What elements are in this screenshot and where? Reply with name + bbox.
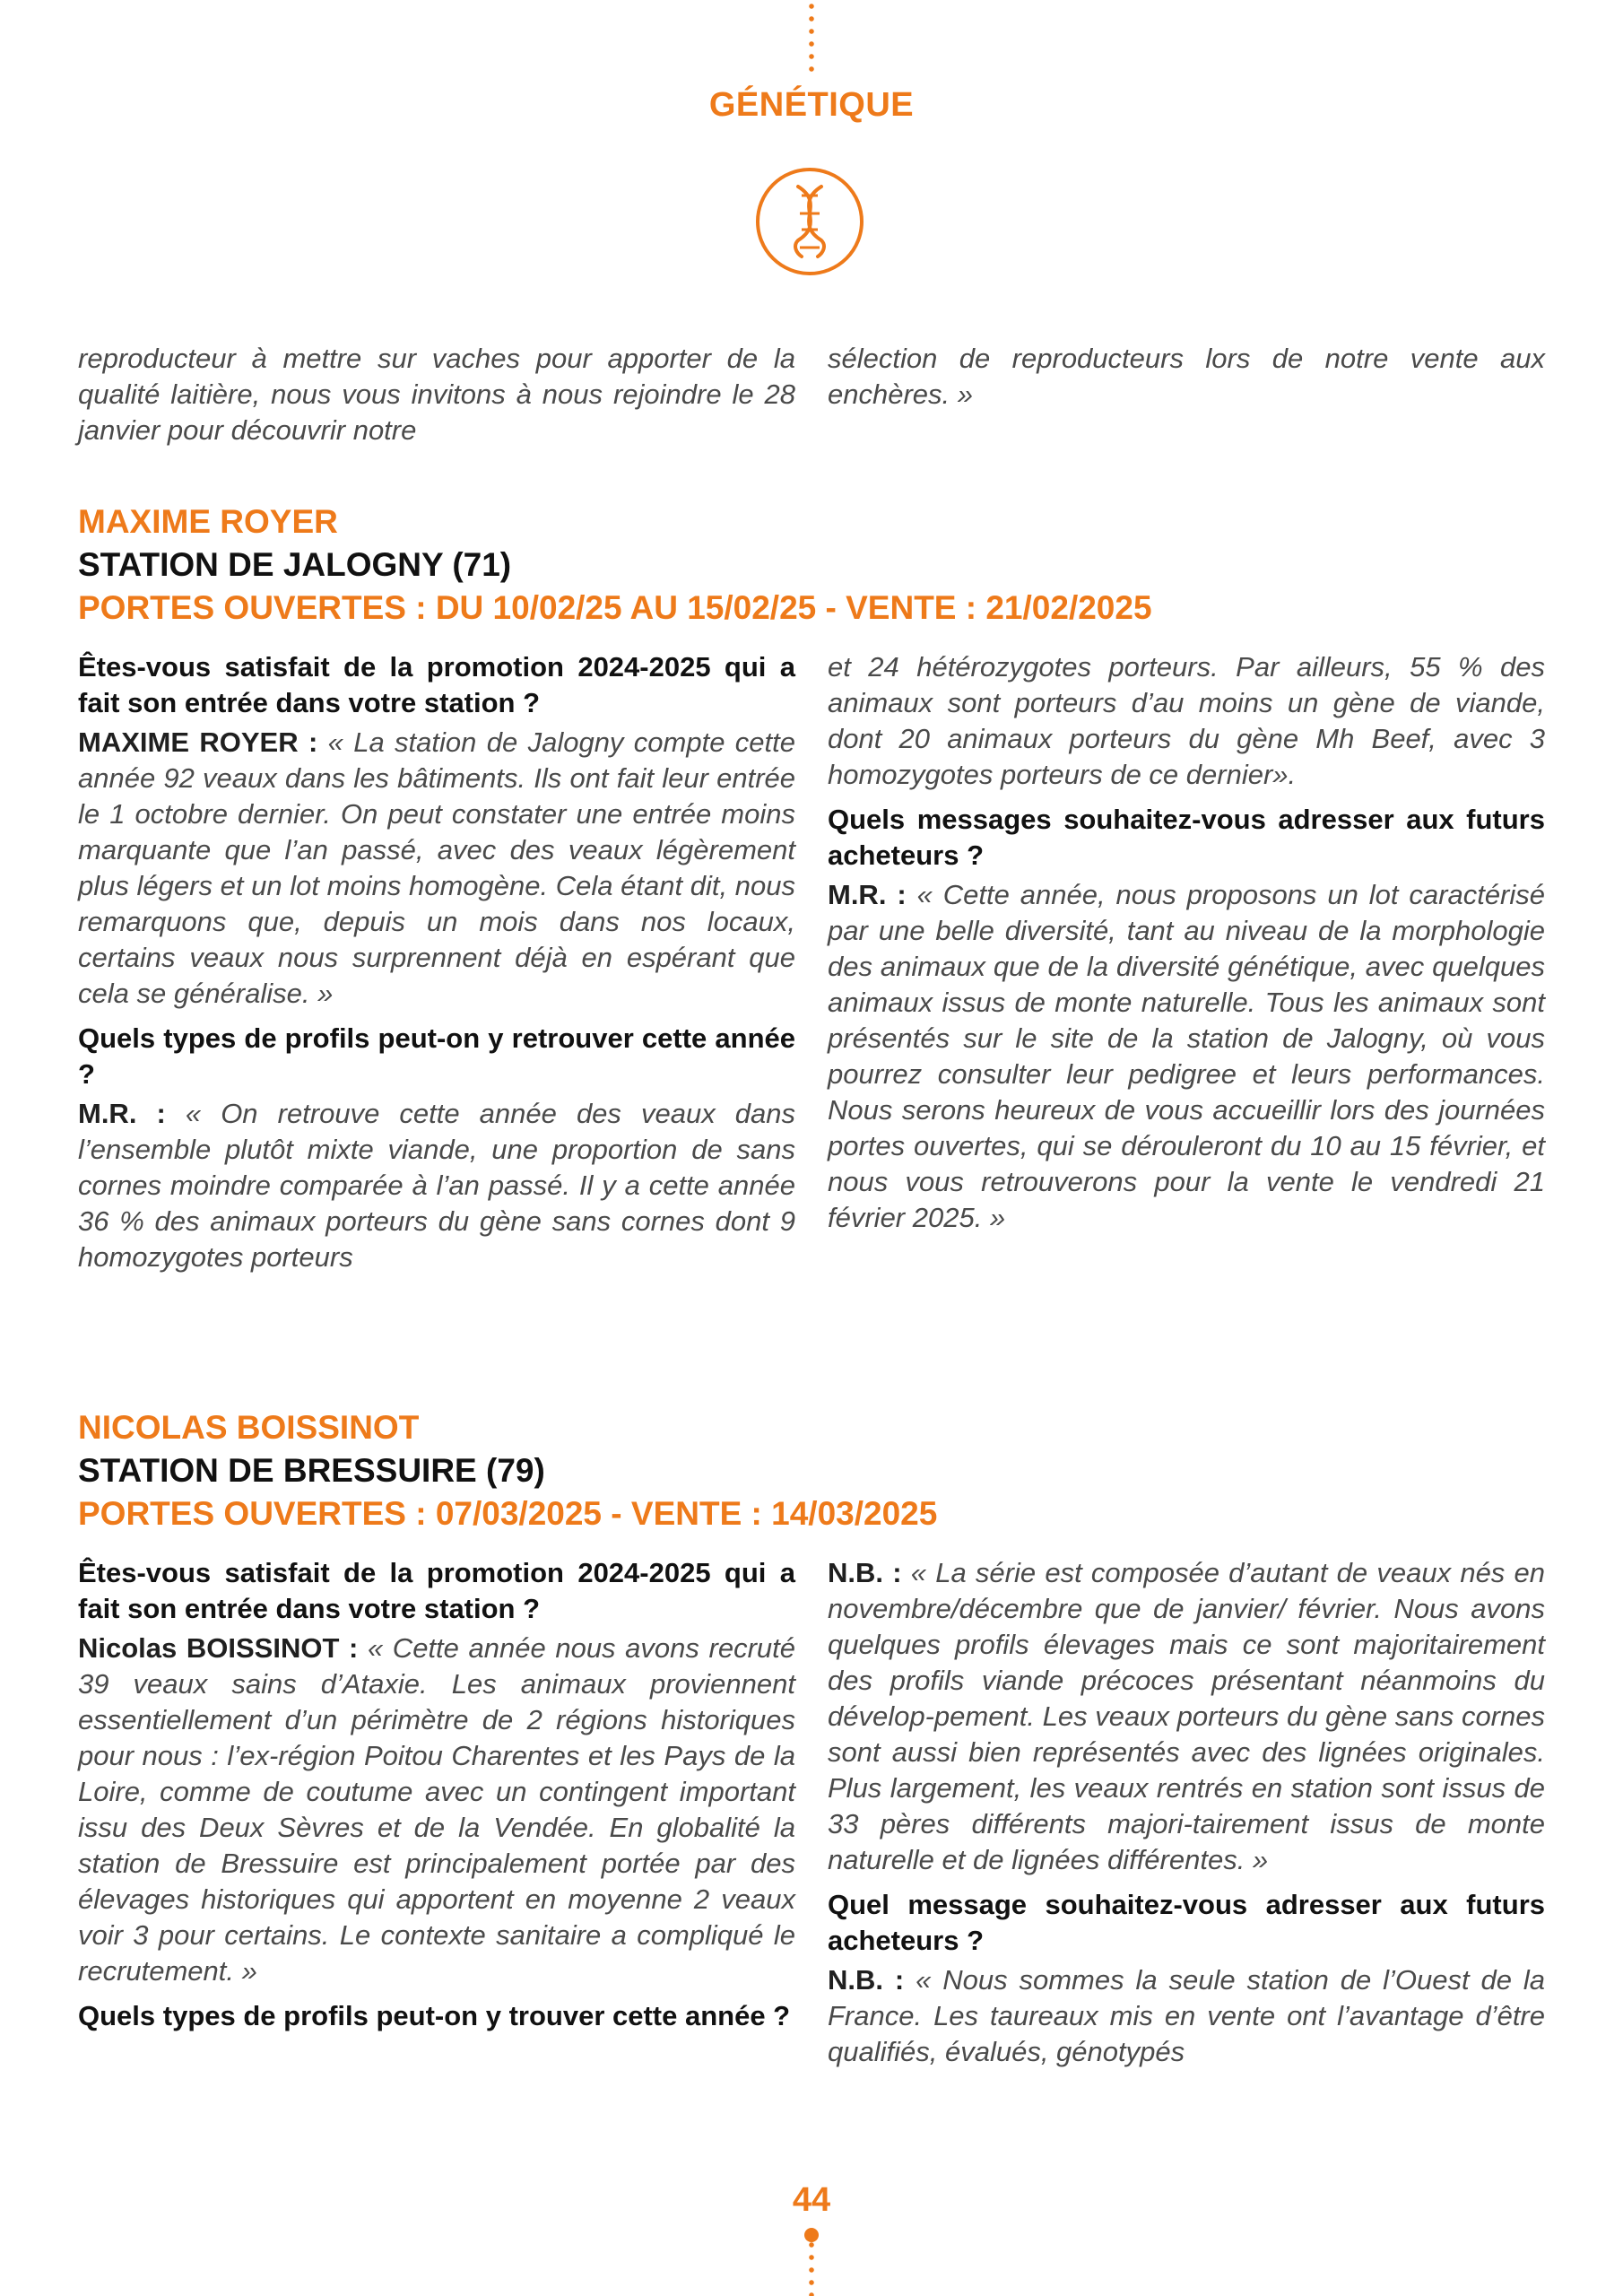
dna-icon (755, 167, 864, 276)
boissinot-left-column (78, 1555, 795, 2038)
boissinot-name: NICOLAS BOISSINOT (78, 1409, 420, 1446)
boissinot-answer-3-speaker: N.B. : (828, 1964, 905, 1996)
boissinot-right-column (828, 1555, 1545, 2070)
royer-left-column (78, 649, 795, 1275)
boissinot-dates: PORTES OUVERTES : 07/03/2025 - VENTE : 14/03/2025 (78, 1495, 938, 1532)
royer-heading (78, 500, 1152, 630)
intro-left (78, 341, 795, 448)
royer-answer-2-continued: et 24 hétérozygotes porteurs. Par ailleurs, 55 % des animaux sont porteurs d’au moins un gène de viande, dont 20 animaux porteurs du gène Mh Beef, avec 3 homozygotes porteurs de ce dernier». (828, 651, 1545, 790)
boissinot-answer-1-text: « Cette année nous avons recruté 39 veaux sains d’Ataxie. Les animaux proviennent essentiellement d’un périmètre de 2 régions historiques pour nous : l’ex-région Poitou Charentes et les Pays de la Loire, comme de coutume avec un contingent important issu des Deux Sèvres et de la Vendée. En globalité la station de Bressuire est principalement portée par des élevages historiques qui apportent en moyenne 2 veaux voir 3 pour certains. Le contexte sanitaire a compliqué le recrutement. » (78, 1632, 795, 1987)
boissinot-answer-2-speaker: N.B. : (828, 1557, 902, 1588)
royer-answer-1-speaker: MAXIME ROYER : (78, 726, 318, 758)
boissinot-question-2: Quels types de profils peut-on y trouver cette année ? (78, 2000, 791, 2031)
boissinot-answer-3 (828, 1962, 1545, 2070)
royer-question-1: Êtes-vous satisfait de la promotion 2024-2025 qui a fait son entrée dans votre station ? (78, 651, 795, 718)
royer-answer-2-speaker: M.R. : (78, 1098, 166, 1129)
royer-answer-1 (78, 725, 795, 1012)
royer-answer-3-text: « Cette année, nous proposons un lot caractérisé par une belle diversité, tant au niveau de la morphologie des animaux que de la diversité génétique, avec quelques animaux issus de monte naturelle. Tous les animaux sont présentés sur le site de la station de Jalogny, où vous pourrez consulter leur pedigree et leurs performances. Nous serons heureux de vous accueillir lors des journées portes ouvertes, qui se dérouleront du 10 au 15 février, et nous vous retrouverons pour la vente le vendredi 21 février 2025. » (828, 879, 1546, 1233)
top-dotted-line (809, 0, 814, 72)
boissinot-answer-2-text: « La série est composée d’autant de veaux nés en novembre/décembre que de janvier/ février. Nous avons quelques profils élevages mais ce sont majoritairement des profils viande précoces présentant néanmoins du dévelop-pement. Les veaux porteurs du gène sans cornes sont aussi bien représentés avec des lignées originales. Plus largement, les veaux rentrés en station sont issus de 33 pères différents majori-tairement issus de monte naturelle et de lignées différentes. » (828, 1557, 1546, 1875)
royer-answer-2 (78, 1096, 795, 1275)
royer-answer-2-text: « On retrouve cette année des veaux dans l’ensemble plutôt mixte viande, une proportion de sans cornes moindre comparée à l’an passé. Il y a cette année 36 % des animaux porteurs du gène sans cornes dont 9 homozygotes porteurs (78, 1098, 795, 1273)
boissinot-answer-3-text: « Nous sommes la seule station de l’Ouest de la France. Les taureaux mis en vente ont l’avantage d’être qualifiés, évalués, génotypés (828, 1964, 1545, 2067)
boissinot-question-3: Quel message souhaitez-vous adresser aux futurs acheteurs ? (828, 1889, 1545, 1956)
boissinot-station: STATION DE BRESSUIRE (79) (78, 1452, 545, 1489)
royer-answer-1-text: « La station de Jalogny compte cette année 92 veaux dans les bâtiments. Ils ont fait leur entrée le 1 octobre dernier. On peut constater une entrée moins marquante que l’an passé, avec des veaux légèrement plus légers et un lot moins homogène. Cela étant dit, nous remarquons que, depuis un mois dans nos locaux, certains veaux nous surprennent déjà en espérant que cela se généralise. » (78, 726, 796, 1009)
bottom-dotted-line (809, 2226, 814, 2296)
royer-name: MAXIME ROYER (78, 503, 338, 540)
boissinot-answer-1 (78, 1631, 795, 1989)
boissinot-answer-1-speaker: Nicolas BOISSINOT : (78, 1632, 359, 1664)
royer-question-2: Quels types de profils peut-on y retrouver cette année ? (78, 1022, 795, 1090)
royer-dates: PORTES OUVERTES : DU 10/02/25 AU 15/02/25 - VENTE : 21/02/2025 (78, 589, 1152, 626)
royer-answer-3-speaker: M.R. : (828, 879, 907, 910)
boissinot-question-1: Êtes-vous satisfait de la promotion 2024-2025 qui a fait son entrée dans votre station ? (78, 1557, 795, 1624)
royer-right-column (828, 649, 1545, 1236)
section-title: GÉNÉTIQUE (708, 86, 915, 124)
intro-right (828, 341, 1545, 413)
royer-answer-3 (828, 877, 1545, 1236)
boissinot-answer-2 (828, 1555, 1545, 1878)
royer-question-3: Quels messages souhaitez-vous adresser aux futurs acheteurs ? (828, 804, 1545, 871)
royer-station: STATION DE JALOGNY (71) (78, 546, 512, 583)
boissinot-heading (78, 1406, 937, 1535)
intro-left-text: reproducteur à mettre sur vaches pour apporter de la qualité laitière, nous vous invitons à nous rejoindre le 28 janvier pour découvrir notre (78, 343, 795, 446)
intro-right-text: sélection de reproducteurs lors de notre vente aux enchères. » (828, 343, 1545, 410)
page-number: 44 (792, 2181, 831, 2219)
